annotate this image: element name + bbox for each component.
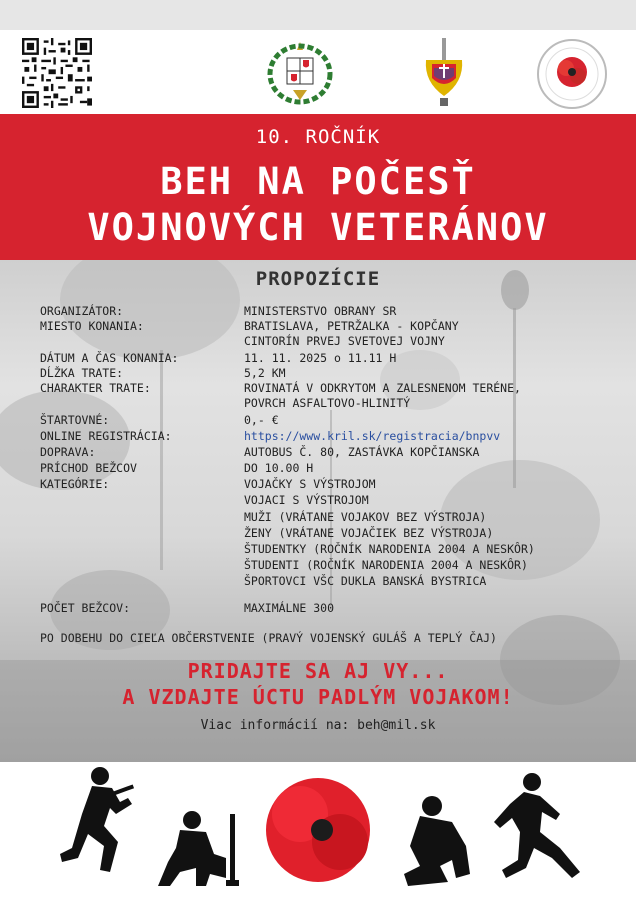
call-to-action-line1: PRIDAJTE SA AJ VY... bbox=[187, 659, 449, 683]
category-item: ŠTUDENTI (ROČNÍK NARODENIA 2004 A NESKÔR) bbox=[244, 558, 528, 572]
ministry-emblem-icon bbox=[265, 38, 335, 106]
qr-code[interactable] bbox=[22, 38, 92, 108]
category-item: ŠPORTOVCI VŠC DUKLA BANSKÁ BYSTRICA bbox=[244, 574, 487, 588]
refreshment-note: PO DOBEHU DO CIEĽA OBČERSTVENIE (PRAVÝ VOJENSKÝ GULÁŠ A TEPLÝ ČAJ) bbox=[40, 631, 497, 645]
value-location-2: CINTORÍN PRVEJ SVETOVEJ VOJNY bbox=[244, 334, 445, 348]
category-item: ŠTUDENTKY (ROČNÍK NARODENIA 2004 A NESKÔR) bbox=[244, 542, 535, 556]
label-date-time: DÁTUM A ČAS KONANIA: bbox=[40, 351, 179, 365]
value-distance: 5,2 KM bbox=[244, 366, 286, 380]
value-runner-count: MAXIMÁLNE 300 bbox=[244, 601, 335, 615]
top-strip bbox=[0, 0, 636, 30]
value-date-time: 11. 11. 2025 o 11.11 H bbox=[244, 351, 397, 365]
event-title-line1: BEH NA POČESŤ bbox=[160, 160, 476, 203]
category-item: ŽENY (VRÁTANE VOJAČIEK BEZ VÝSTROJA) bbox=[244, 526, 494, 540]
value-terrain-1: ROVINATÁ V ODKRYTOM A ZALESNENOM TERÉNE, bbox=[244, 381, 521, 395]
veterans-poppy-emblem-icon bbox=[536, 38, 608, 110]
event-title-line2: VOJNOVÝCH VETERÁNOV bbox=[87, 206, 549, 249]
kneeling-soldier-icon bbox=[158, 811, 239, 886]
label-location: MIESTO KONANIA: bbox=[40, 319, 144, 333]
call-to-action-line2: A VZDAJTE ÚCTU PADLÝM VOJAKOM! bbox=[122, 685, 514, 709]
label-runner-count: POČET BEŽCOV: bbox=[40, 601, 131, 615]
poppy-icon bbox=[266, 778, 370, 882]
value-location-1: BRATISLAVA, PETRŽALKA - KOPČANY bbox=[244, 319, 459, 333]
sword-shield-emblem-icon bbox=[420, 36, 468, 110]
edition-label: 10. ROČNÍK bbox=[255, 126, 381, 148]
value-transport: AUTOBUS Č. 80, ZASTÁVKA KOPČIANSKA bbox=[244, 445, 480, 459]
label-arrival: PRÍCHOD BEŽCOV bbox=[40, 461, 137, 475]
contact-info[interactable]: Viac informácií na: beh@mil.sk bbox=[200, 718, 436, 733]
mourning-soldier-icon bbox=[404, 796, 470, 886]
registration-link[interactable]: https://www.kril.sk/registracia/bnpvv bbox=[244, 429, 501, 443]
value-arrival: DO 10.00 H bbox=[244, 461, 314, 475]
label-transport: DOPRAVA: bbox=[40, 445, 96, 459]
value-organizer: MINISTERSTVO OBRANY SR bbox=[244, 304, 397, 318]
value-terrain-2: POVRCH ASFALTOVO-HLINITÝ bbox=[244, 396, 411, 410]
label-distance: DĹŽKA TRATE: bbox=[40, 366, 124, 380]
category-item: VOJACI S VÝSTROJOM bbox=[244, 493, 369, 507]
category-item: MUŽI (VRÁTANE VOJAKOV BEZ VÝSTROJA) bbox=[244, 510, 487, 524]
runner-icon bbox=[494, 773, 580, 878]
section-heading: PROPOZÍCIE bbox=[255, 268, 381, 290]
label-terrain: CHARAKTER TRATE: bbox=[40, 381, 151, 395]
soldier-running-icon bbox=[60, 767, 134, 872]
footer-silhouettes bbox=[0, 762, 636, 900]
value-fee: 0,- € bbox=[244, 413, 279, 427]
label-registration: ONLINE REGISTRÁCIA: bbox=[40, 429, 172, 443]
label-organizer: ORGANIZÁTOR: bbox=[40, 304, 124, 318]
label-fee: ŠTARTOVNÉ: bbox=[40, 413, 110, 427]
category-item: VOJAČKY S VÝSTROJOM bbox=[244, 477, 376, 491]
label-categories: KATEGÓRIE: bbox=[40, 477, 110, 491]
